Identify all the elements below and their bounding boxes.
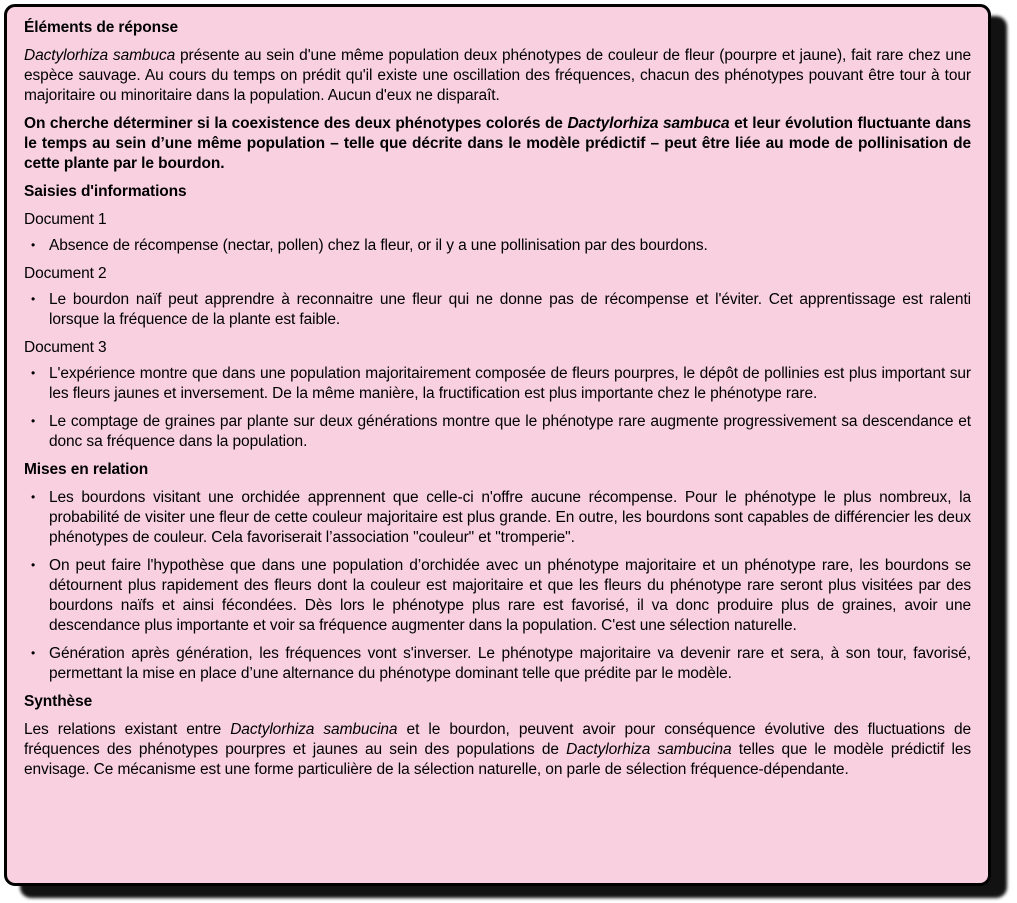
section-heading [24, 182, 971, 202]
bullet-text [49, 237, 708, 254]
bullet-icon: • [31, 292, 36, 306]
bullet-text [49, 291, 971, 328]
text-run: Saisies d'informations [24, 183, 187, 200]
bullet-item [24, 488, 971, 548]
bullet-item [24, 644, 971, 684]
text-run: On cherche déterminer si la coexistence des deux phénotypes colorés de [24, 115, 568, 132]
bullet-icon: • [31, 366, 36, 380]
text-run: présente au sein d'une même population deux phénotypes de couleur de fleur (pourpre et jaune), fait rare chez une espèce sauvage. Au cours du temps on prédit qu'il existe une oscillation des fréquences, chacun des phénotypes pouvant être tour à tour majoritaire ou minoritaire dans la population. Aucun d'eux ne disparaît. [24, 47, 971, 104]
section-heading [24, 18, 971, 38]
text-run: Document 3 [24, 339, 107, 356]
text-run: Absence de récompense (nectar, pollen) chez la fleur, or il y a une pollinisation par des bourdons. [49, 237, 708, 254]
document-label [24, 338, 971, 358]
bullet-text [49, 365, 971, 402]
text-run: telles que le modèle prédictif les envisage. Ce mécanisme est une forme particulière de la sélection naturelle, on parle de sélection fréquence-dépendante. [24, 741, 971, 778]
text-run: L'expérience montre que dans une population majoritairement composée de fleurs pourpres, le dépôt de pollinies est plus important sur les fleurs jaunes et inversement. De la même manière, la fructification est plus importante chez le phénotype rare. [49, 365, 971, 402]
bullet-text [49, 645, 971, 682]
text-run: Le bourdon naïf peut apprendre à reconnaitre une fleur qui ne donne pas de récompense et l'éviter. Cet apprentissage est ralenti lorsque la fréquence de la plante est faible. [49, 291, 971, 328]
bullet-item [24, 236, 971, 256]
section-heading [24, 460, 971, 480]
document-label [24, 264, 971, 284]
bullet-icon: • [31, 490, 36, 504]
bullet-icon: • [31, 238, 36, 252]
text-run: Dactylorhiza sambucina [566, 741, 732, 758]
text-run: Les bourdons visitant une orchidée apprennent que celle-ci n'offre aucune récompense. Pour le phénotype le plus nombreux, la probabilité de visiter une fleur de cette couleur majoritaire est plus grande. En outre, les bourdons sont capables de différencier les deux phénotypes de couleur. Cela favoriserait l’association "couleur" et "tromperie". [49, 489, 971, 546]
bullet-icon: • [31, 414, 36, 428]
bullet-item [24, 290, 971, 330]
text-run: Dactylorhiza sambuca [567, 115, 730, 132]
bullet-text [49, 489, 971, 546]
paragraph [24, 114, 971, 174]
text-run: Document 1 [24, 211, 107, 228]
bullet-item [24, 364, 971, 404]
text-run: Éléments de réponse [24, 19, 179, 36]
text-run: Génération après génération, les fréquences vont s'inverser. Le phénotype majoritaire va devenir rare et sera, à son tour, favorisé, permettant la mise en place d’une alternance du phénotype dominant telle que prédite par le modèle. [49, 645, 971, 682]
paragraph [24, 720, 971, 780]
text-run: Les relations existant entre [24, 721, 231, 738]
bullet-item [24, 556, 971, 636]
text-run: Le comptage de graines par plante sur deux générations montre que le phénotype rare augmente progressivement sa descendance et donc sa fréquence dans la population. [49, 413, 971, 450]
text-run: Dactylorhiza sambuca [24, 47, 176, 64]
bullet-icon: • [31, 558, 36, 572]
bullet-text [49, 557, 971, 634]
answer-document-panel [4, 4, 991, 886]
text-run: Synthèse [24, 693, 93, 710]
text-run: et le bourdon, peuvent avoir pour conséquence évolutive des fluctuations de fréquences des phénotypes pourpres et jaunes au sein des populations de [24, 721, 971, 758]
bullet-icon: • [31, 646, 36, 660]
text-run: Document 2 [24, 265, 107, 282]
bullet-item [24, 412, 971, 452]
text-run: Mises en relation [24, 461, 149, 478]
text-run: et leur évolution fluctuante dans le temps au sein d’une même population – telle que décrite dans le modèle prédictif – peut être liée au mode de pollinisation de cette plante par le bourdon. [24, 115, 971, 172]
paragraph [24, 46, 971, 106]
document-label [24, 210, 971, 230]
section-heading [24, 692, 971, 712]
text-run: On peut faire l'hypothèse que dans une population d’orchidée avec un phénotype majoritaire et un phénotype rare, les bourdons se détournent plus rapidement des fleurs dont la couleur est majoritaire et que les fleurs du phénotype rare seront plus visitées par des bourdons naïfs et ainsi fécondées. Dès lors le phénotype plus rare est favorisé, il va donc produire plus de graines, avoir une descendance plus importante et voir sa fréquence augmenter dans la population. C'est une sélection naturelle. [49, 557, 971, 634]
text-run: Dactylorhiza sambucina [230, 721, 398, 738]
bullet-text [49, 413, 971, 450]
